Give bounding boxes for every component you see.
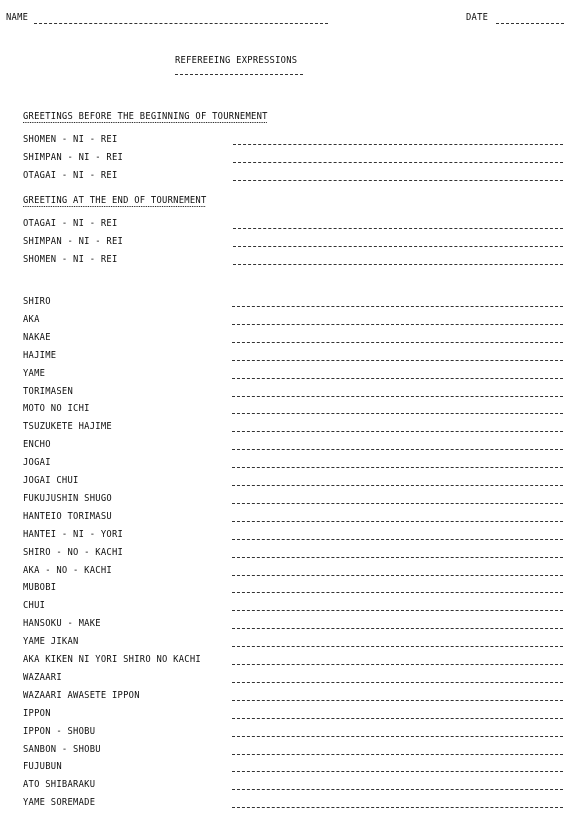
- expression-label: SHIRO: [23, 296, 51, 307]
- expression-label: WAZAARI AWASETE IPPON: [23, 689, 140, 701]
- answer-line[interactable]: [233, 228, 563, 229]
- name-label: NAME: [6, 12, 29, 23]
- name-field[interactable]: [34, 23, 328, 24]
- expression-label: HANTEIO TORIMASU: [23, 510, 113, 522]
- expression-label: AKA - NO - KACHI: [23, 564, 113, 576]
- answer-line[interactable]: [232, 646, 563, 647]
- date-field[interactable]: [496, 23, 564, 24]
- answer-line[interactable]: [232, 807, 563, 808]
- answer-line[interactable]: [232, 718, 563, 719]
- expression-label: CHUI: [23, 600, 46, 612]
- expression-label: OTAGAI - NI - REI: [23, 170, 118, 181]
- expression-label: JOGAI CHUI: [23, 475, 79, 486]
- answer-line[interactable]: [232, 789, 563, 790]
- expression-label: SANBON - SHOBU: [23, 743, 101, 755]
- answer-line[interactable]: [232, 610, 563, 611]
- answer-line[interactable]: [232, 485, 563, 486]
- answer-line[interactable]: [232, 521, 563, 522]
- expression-label: YAME: [23, 367, 46, 379]
- expression-label: SHOMEN - NI - REI: [23, 134, 118, 145]
- answer-line[interactable]: [233, 144, 563, 145]
- expression-label: FUJUBUN: [23, 761, 62, 773]
- answer-line[interactable]: [232, 467, 563, 468]
- expression-label: ENCHO: [23, 439, 51, 451]
- date-label: DATE: [466, 12, 489, 23]
- answer-line[interactable]: [232, 664, 563, 665]
- answer-line[interactable]: [233, 162, 563, 163]
- title-underline: [175, 74, 303, 75]
- expression-label: AKA KIKEN NI YORI SHIRO NO KACHI: [23, 654, 201, 665]
- expression-label: WAZAARI: [23, 671, 62, 683]
- expression-label: SHIMPAN - NI - REI: [23, 152, 124, 163]
- expression-label: YAME SOREMADE: [23, 797, 96, 809]
- answer-line[interactable]: [232, 736, 563, 737]
- answer-line[interactable]: [232, 378, 563, 379]
- expression-label: SHIRO - NO - KACHI: [23, 546, 124, 558]
- page-title: REFEREEING EXPRESSIONS: [175, 55, 298, 66]
- expression-label: IPPON: [23, 707, 51, 719]
- section-end-heading: GREETING AT THE END OF TOURNEMENT: [23, 195, 207, 206]
- expression-label: SHIMPAN - NI - REI: [23, 236, 124, 247]
- answer-line[interactable]: [232, 342, 563, 343]
- expression-label: HANSOKU - MAKE: [23, 618, 101, 630]
- expression-label: TSUZUKETE HAJIME: [23, 421, 113, 433]
- expression-label: IPPON - SHOBU: [23, 725, 96, 737]
- section-before-heading: GREETINGS BEFORE THE BEGINNING OF TOURNEMENT: [23, 111, 268, 122]
- answer-line[interactable]: [232, 503, 563, 504]
- expression-label: OTAGAI - NI - REI: [23, 218, 118, 229]
- expression-label: NAKAE: [23, 331, 51, 343]
- expression-label: MOTO NO ICHI: [23, 403, 90, 415]
- answer-line[interactable]: [232, 324, 563, 325]
- answer-line[interactable]: [232, 306, 563, 307]
- answer-line[interactable]: [233, 264, 563, 265]
- answer-line[interactable]: [232, 360, 563, 361]
- answer-line[interactable]: [232, 628, 563, 629]
- answer-line[interactable]: [232, 449, 563, 450]
- answer-line[interactable]: [232, 682, 563, 683]
- answer-line[interactable]: [232, 592, 563, 593]
- answer-line[interactable]: [232, 557, 563, 558]
- expression-label: AKA: [23, 313, 40, 325]
- expression-label: SHOMEN - NI - REI: [23, 254, 118, 265]
- answer-line[interactable]: [232, 700, 563, 701]
- answer-line[interactable]: [233, 180, 563, 181]
- expression-label: YAME JIKAN: [23, 636, 79, 648]
- answer-line[interactable]: [232, 413, 563, 414]
- answer-line[interactable]: [232, 396, 563, 397]
- expression-label: FUKUJUSHIN SHUGO: [23, 492, 113, 504]
- expression-label: JOGAI: [23, 457, 51, 469]
- expression-label: HAJIME: [23, 349, 57, 361]
- answer-line[interactable]: [232, 575, 563, 576]
- answer-line[interactable]: [233, 246, 563, 247]
- answer-line[interactable]: [232, 771, 563, 772]
- answer-line[interactable]: [232, 539, 563, 540]
- answer-line[interactable]: [232, 431, 563, 432]
- expression-label: HANTEI - NI - YORI: [23, 528, 124, 540]
- expression-label: TORIMASEN: [23, 385, 74, 397]
- answer-line[interactable]: [232, 754, 563, 755]
- expression-label: ATO SHIBARAKU: [23, 779, 96, 791]
- expression-label: MUBOBI: [23, 582, 57, 594]
